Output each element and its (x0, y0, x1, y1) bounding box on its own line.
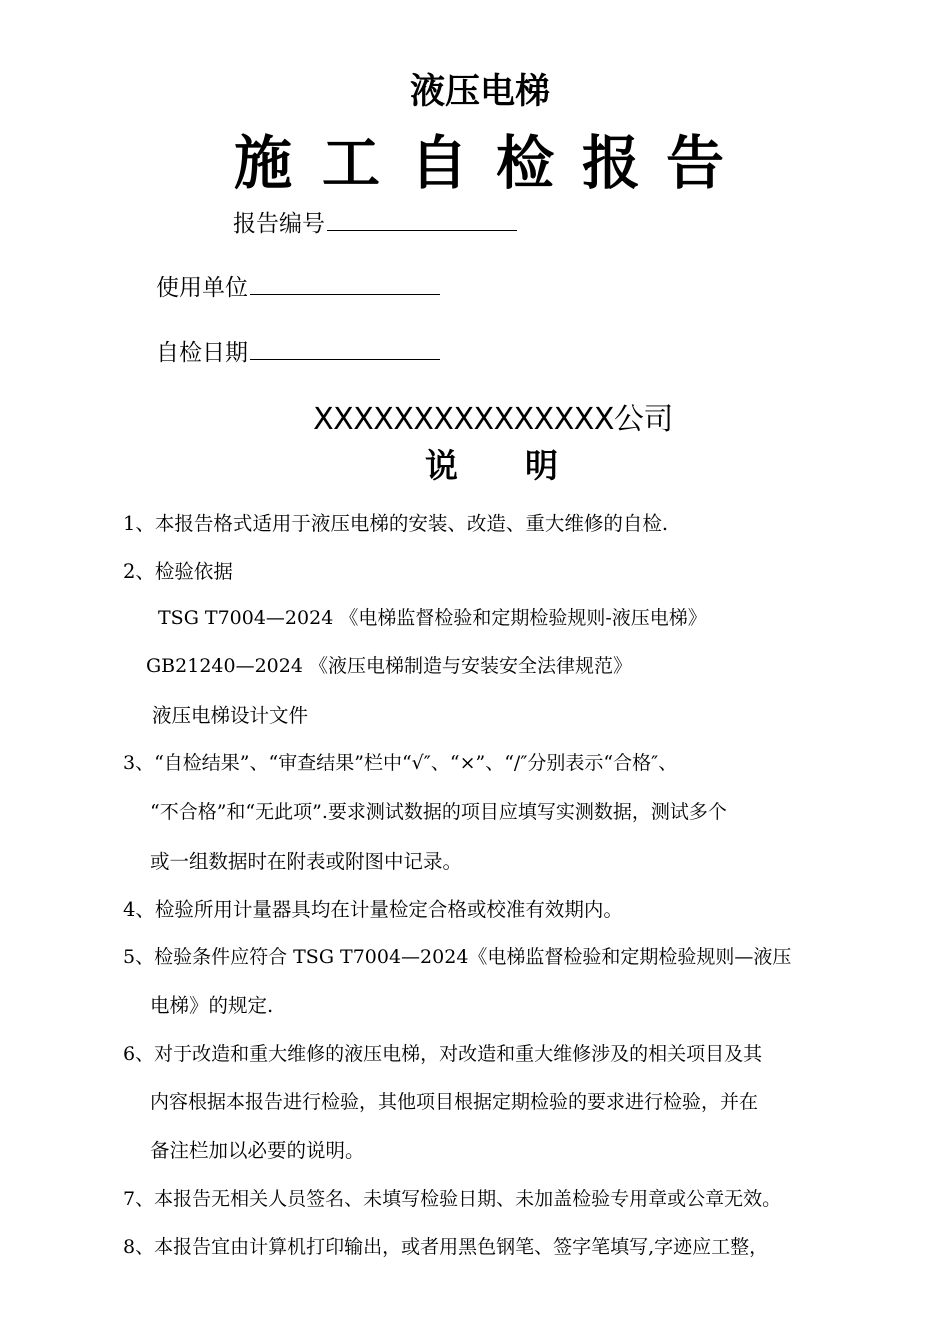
user-unit-label: 使用单位 (156, 275, 248, 301)
basis-3: 液压电梯设计文件 (152, 704, 309, 727)
report-number-field (233, 207, 517, 241)
note-item-3-line-1: 3、“自检结果”、“审查结果”栏中“√″、“×”、“/″分别表示“合格″、 (123, 752, 678, 774)
title-char: 工 (322, 129, 381, 197)
note-item-3-line-2: “不合格”和“无此项”.要求测试数据的项目应填写实测数据，测试多个 (150, 801, 727, 823)
user-unit-field (156, 271, 440, 305)
note-item-6-line-2: 内容根据本报告进行检验，其他项目根据定期检验的要求进行检验，并在 (150, 1091, 759, 1113)
note-item-3-line-3: 或一组数据时在附表或附图中记录。 (150, 850, 463, 873)
report-number-input[interactable] (327, 229, 517, 231)
basis-2: GB21240—2024 《液压电梯制造与安装安全法律规范》 (146, 655, 632, 677)
notes-title-char: 说 (425, 446, 458, 485)
title-char: 检 (496, 129, 555, 197)
title-char: 施 (234, 129, 293, 197)
note-item-2: 2、检验依据 (123, 560, 233, 583)
check-date-input[interactable] (250, 358, 440, 360)
notes-title-char: 明 (525, 446, 558, 485)
document-subtitle: 液压电梯 (409, 72, 550, 112)
note-item-4: 4、检验所用计量器具均在计量检定合格或校准有效期内。 (123, 898, 623, 921)
check-date-label: 自检日期 (156, 340, 248, 366)
title-char: 报 (582, 129, 641, 197)
user-unit-input[interactable] (250, 293, 440, 295)
basis-1: TSG T7004—2024 《电梯监督检验和定期检验规则-液压电梯》 (158, 607, 707, 629)
company-name: XXXXXXXXXXXXXXX公司 (313, 402, 673, 437)
note-item-5-line-1: 5、检验条件应符合 TSG T7004—2024《电梯监督检验和定期检验规则—液压 (123, 946, 792, 968)
note-item-1: 1、本报告格式适用于液压电梯的安装、改造、重大维修的自检. (123, 512, 669, 535)
note-item-6-line-1: 6、对于改造和重大维修的液压电梯，对改造和重大维修涉及的相关项目及其 (123, 1043, 763, 1065)
note-item-7: 7、本报告无相关人员签名、未填写检验日期、未加盖检验专用章或公章无效。 (123, 1188, 782, 1210)
title-char: 自 (410, 129, 469, 197)
report-number-label: 报告编号 (233, 211, 325, 237)
note-item-8: 8、本报告宜由计算机打印输出，或者用黑色钢笔、签字笔填写,字迹应工整， (123, 1236, 769, 1258)
note-item-5-line-2: 电梯》的规定. (150, 994, 274, 1017)
note-item-6-line-3: 备注栏加以必要的说明。 (150, 1139, 365, 1162)
title-char: 告 (666, 129, 725, 197)
check-date-field (156, 336, 440, 370)
